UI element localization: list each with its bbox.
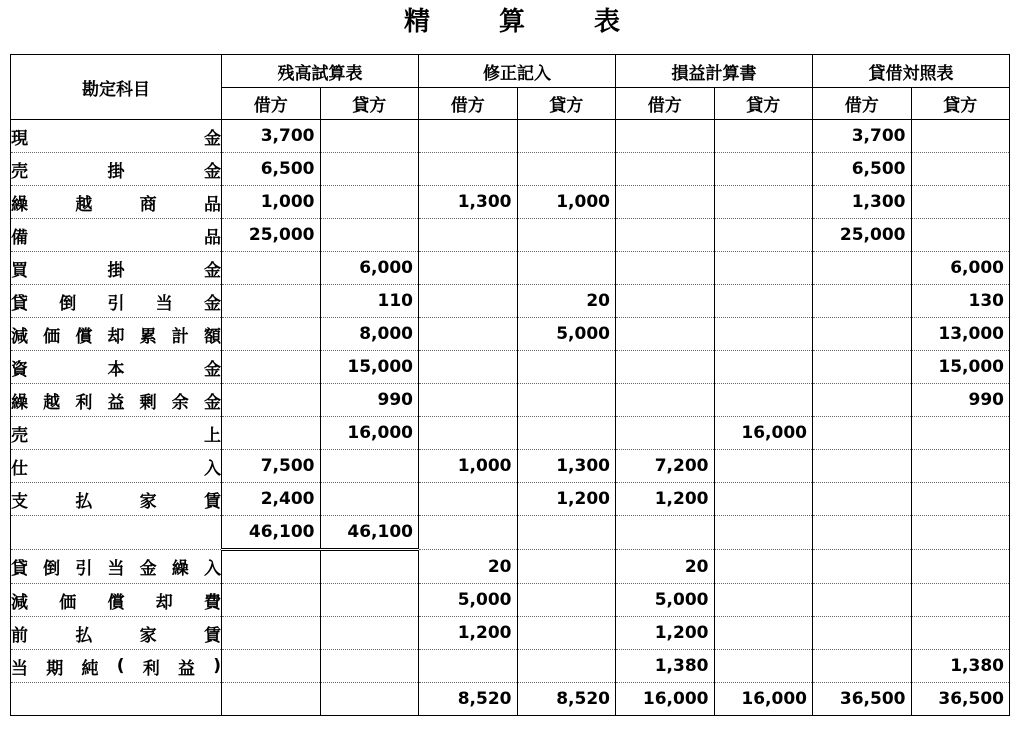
credit-amount-cell: 130 <box>911 285 1010 318</box>
credit-amount-cell: 15,000 <box>911 351 1010 384</box>
debit-amount-cell: 1,200 <box>419 617 518 650</box>
account-name-cell <box>11 153 222 186</box>
debit-amount-cell <box>813 450 912 483</box>
debit-amount-cell <box>419 650 518 683</box>
credit-amount-cell <box>714 483 813 516</box>
credit-amount-cell <box>320 153 419 186</box>
table-row <box>11 417 1010 450</box>
debit-amount-cell <box>616 384 715 417</box>
debit-header: 借方 <box>813 88 912 120</box>
credit-amount-cell <box>320 186 419 219</box>
credit-amount-cell <box>320 483 419 516</box>
account-name: 繰 越 利 益 剰 余 金 <box>11 392 221 413</box>
debit-amount-cell <box>616 318 715 351</box>
credit-amount-cell <box>517 351 616 384</box>
credit-amount-cell <box>911 516 1010 550</box>
credit-amount-cell <box>714 584 813 617</box>
debit-amount-cell: 1,000 <box>419 450 518 483</box>
debit-amount-cell <box>419 483 518 516</box>
debit-amount-cell <box>222 584 321 617</box>
debit-amount-cell: 2,400 <box>222 483 321 516</box>
credit-amount-cell <box>320 450 419 483</box>
trial-balance-header: 残高試算表 <box>222 55 419 88</box>
credit-header: 貸方 <box>911 88 1010 120</box>
account-header: 勘定科目 <box>11 55 222 120</box>
debit-amount-cell: 25,000 <box>222 219 321 252</box>
table-row <box>11 450 1010 483</box>
account-name: 前 払 家 賃 <box>11 625 221 646</box>
table-row <box>11 120 1010 153</box>
account-name-cell <box>11 617 222 650</box>
debit-amount-cell: 7,200 <box>616 450 715 483</box>
credit-amount-cell <box>714 120 813 153</box>
credit-amount-cell: 16,000 <box>714 417 813 450</box>
credit-amount-cell <box>320 683 419 716</box>
debit-header: 借方 <box>222 88 321 120</box>
debit-amount-cell <box>222 650 321 683</box>
credit-amount-cell <box>320 550 419 584</box>
credit-amount-cell: 5,000 <box>517 318 616 351</box>
balance-sheet-header: 貸借対照表 <box>813 55 1010 88</box>
debit-amount-cell <box>813 285 912 318</box>
debit-amount-cell <box>813 650 912 683</box>
credit-amount-cell <box>517 550 616 584</box>
credit-amount-cell <box>714 550 813 584</box>
debit-header: 借方 <box>616 88 715 120</box>
credit-amount-cell <box>517 120 616 153</box>
debit-amount-cell: 1,300 <box>419 186 518 219</box>
debit-amount-cell <box>813 617 912 650</box>
account-name-cell <box>11 417 222 450</box>
credit-amount-cell <box>911 483 1010 516</box>
credit-amount-cell: 1,000 <box>517 186 616 219</box>
credit-amount-cell <box>714 617 813 650</box>
credit-amount-cell <box>517 219 616 252</box>
credit-amount-cell <box>714 153 813 186</box>
account-name: 減 価 償 却 累 計 額 <box>11 326 221 347</box>
debit-amount-cell <box>419 153 518 186</box>
debit-amount-cell <box>222 252 321 285</box>
debit-amount-cell: 5,000 <box>419 584 518 617</box>
account-name-cell <box>11 384 222 417</box>
debit-amount-cell <box>616 219 715 252</box>
credit-amount-cell: 13,000 <box>911 318 1010 351</box>
debit-amount-cell <box>813 417 912 450</box>
credit-amount-cell <box>714 650 813 683</box>
credit-amount-cell <box>714 252 813 285</box>
credit-amount-cell: 6,000 <box>911 252 1010 285</box>
debit-amount-cell: 25,000 <box>813 219 912 252</box>
table-row <box>11 483 1010 516</box>
debit-amount-cell: 20 <box>419 550 518 584</box>
debit-amount-cell <box>616 186 715 219</box>
credit-amount-cell <box>714 285 813 318</box>
credit-amount-cell <box>320 120 419 153</box>
debit-amount-cell: 1,300 <box>813 186 912 219</box>
credit-amount-cell <box>911 617 1010 650</box>
credit-amount-cell: 8,000 <box>320 318 419 351</box>
account-name-cell <box>11 285 222 318</box>
adjustments-header: 修正記入 <box>419 55 616 88</box>
credit-amount-cell: 20 <box>517 285 616 318</box>
credit-amount-cell <box>714 450 813 483</box>
credit-amount-cell <box>911 450 1010 483</box>
table-row <box>11 252 1010 285</box>
debit-amount-cell <box>813 516 912 550</box>
credit-amount-cell <box>911 417 1010 450</box>
credit-amount-cell: 1,380 <box>911 650 1010 683</box>
debit-amount-cell <box>616 120 715 153</box>
credit-amount-cell <box>517 252 616 285</box>
debit-amount-cell: 6,500 <box>813 153 912 186</box>
credit-amount-cell <box>714 186 813 219</box>
debit-amount-cell <box>419 120 518 153</box>
credit-amount-cell: 110 <box>320 285 419 318</box>
debit-amount-cell <box>813 384 912 417</box>
credit-amount-cell <box>517 516 616 550</box>
account-name-cell <box>11 550 222 584</box>
debit-amount-cell <box>419 384 518 417</box>
table-row <box>11 351 1010 384</box>
debit-amount-cell <box>419 516 518 550</box>
debit-amount-cell <box>616 516 715 550</box>
debit-amount-cell <box>222 417 321 450</box>
debit-amount-cell: 8,520 <box>419 683 518 716</box>
account-name: 貸 倒 引 当 金 繰 入 <box>11 559 221 579</box>
credit-amount-cell <box>517 584 616 617</box>
debit-header: 借方 <box>419 88 518 120</box>
account-name-cell <box>11 584 222 617</box>
credit-amount-cell <box>517 650 616 683</box>
credit-amount-cell: 16,000 <box>714 683 813 716</box>
account-name: 減 価 償 却 費 <box>11 592 221 613</box>
credit-amount-cell: 46,100 <box>320 516 419 550</box>
debit-amount-cell: 1,000 <box>222 186 321 219</box>
debit-amount-cell <box>813 318 912 351</box>
credit-header: 貸方 <box>517 88 616 120</box>
credit-header: 貸方 <box>320 88 419 120</box>
account-name: 資 本 金 <box>11 359 221 380</box>
table-row <box>11 318 1010 351</box>
account-name-cell <box>11 351 222 384</box>
debit-amount-cell <box>616 285 715 318</box>
credit-amount-cell <box>911 550 1010 584</box>
credit-amount-cell <box>320 219 419 252</box>
account-name: 仕 入 <box>11 458 221 479</box>
credit-amount-cell: 990 <box>320 384 419 417</box>
account-name-cell <box>11 516 222 550</box>
table-row <box>11 650 1010 683</box>
credit-amount-cell <box>517 417 616 450</box>
credit-amount-cell <box>911 219 1010 252</box>
credit-amount-cell: 1,200 <box>517 483 616 516</box>
credit-amount-cell <box>911 120 1010 153</box>
credit-amount-cell <box>714 219 813 252</box>
debit-amount-cell: 1,200 <box>616 617 715 650</box>
account-name: 備 品 <box>11 227 221 248</box>
debit-amount-cell <box>419 318 518 351</box>
credit-amount-cell: 1,300 <box>517 450 616 483</box>
table-row <box>11 219 1010 252</box>
table-row <box>11 584 1010 617</box>
debit-amount-cell <box>419 417 518 450</box>
account-name-cell <box>11 252 222 285</box>
credit-amount-cell: 15,000 <box>320 351 419 384</box>
credit-amount-cell: 990 <box>911 384 1010 417</box>
debit-amount-cell: 6,500 <box>222 153 321 186</box>
debit-amount-cell <box>616 417 715 450</box>
debit-amount-cell <box>616 252 715 285</box>
account-name-cell <box>11 318 222 351</box>
debit-amount-cell <box>222 384 321 417</box>
credit-amount-cell <box>714 318 813 351</box>
account-name: 当 期 純 ( 利 益 ) <box>11 656 221 679</box>
credit-amount-cell <box>517 384 616 417</box>
credit-amount-cell: 16,000 <box>320 417 419 450</box>
debit-amount-cell: 3,700 <box>813 120 912 153</box>
credit-header: 貸方 <box>714 88 813 120</box>
table-row <box>11 683 1010 716</box>
debit-amount-cell <box>222 285 321 318</box>
debit-amount-cell <box>222 550 321 584</box>
credit-amount-cell <box>320 650 419 683</box>
credit-amount-cell <box>517 617 616 650</box>
account-name-cell <box>11 450 222 483</box>
debit-amount-cell: 3,700 <box>222 120 321 153</box>
debit-amount-cell <box>616 153 715 186</box>
debit-amount-cell: 20 <box>616 550 715 584</box>
account-name: 売 掛 金 <box>11 161 221 182</box>
credit-amount-cell <box>320 584 419 617</box>
debit-amount-cell <box>813 584 912 617</box>
debit-amount-cell: 36,500 <box>813 683 912 716</box>
debit-amount-cell <box>222 617 321 650</box>
account-name: 繰 越 商 品 <box>11 194 221 215</box>
table-row <box>11 550 1010 584</box>
account-name: 支 払 家 賃 <box>11 491 221 512</box>
credit-amount-cell <box>911 153 1010 186</box>
credit-amount-cell <box>911 584 1010 617</box>
debit-amount-cell: 7,500 <box>222 450 321 483</box>
debit-amount-cell <box>222 318 321 351</box>
debit-amount-cell <box>419 285 518 318</box>
worksheet-table <box>10 54 1010 716</box>
account-name-cell <box>11 483 222 516</box>
debit-amount-cell <box>419 351 518 384</box>
table-row <box>11 186 1010 219</box>
debit-amount-cell: 5,000 <box>616 584 715 617</box>
debit-amount-cell: 16,000 <box>616 683 715 716</box>
table-row <box>11 384 1010 417</box>
debit-amount-cell <box>222 683 321 716</box>
account-name-cell <box>11 186 222 219</box>
debit-amount-cell <box>419 219 518 252</box>
account-name: 貸 倒 引 当 金 <box>11 293 221 314</box>
credit-amount-cell <box>714 351 813 384</box>
debit-amount-cell: 46,100 <box>222 516 321 550</box>
table-row <box>11 516 1010 550</box>
account-name-cell <box>11 219 222 252</box>
debit-amount-cell <box>813 252 912 285</box>
credit-amount-cell <box>320 617 419 650</box>
debit-amount-cell: 1,380 <box>616 650 715 683</box>
credit-amount-cell: 36,500 <box>911 683 1010 716</box>
credit-amount-cell: 8,520 <box>517 683 616 716</box>
table-row <box>11 153 1010 186</box>
account-name: 買 掛 金 <box>11 260 221 281</box>
debit-amount-cell <box>813 483 912 516</box>
credit-amount-cell <box>517 153 616 186</box>
credit-amount-cell: 6,000 <box>320 252 419 285</box>
table-row <box>11 617 1010 650</box>
account-name: 売 上 <box>11 425 221 446</box>
debit-amount-cell <box>419 252 518 285</box>
worksheet-title: 精 算 表 <box>403 7 651 37</box>
debit-amount-cell <box>813 550 912 584</box>
debit-amount-cell <box>616 351 715 384</box>
debit-amount-cell <box>222 351 321 384</box>
debit-amount-cell: 1,200 <box>616 483 715 516</box>
account-name-cell <box>11 120 222 153</box>
credit-amount-cell <box>911 186 1010 219</box>
income-statement-header: 損益計算書 <box>616 55 813 88</box>
account-name-cell <box>11 683 222 716</box>
account-name-cell <box>11 650 222 683</box>
debit-amount-cell <box>813 351 912 384</box>
credit-amount-cell <box>714 384 813 417</box>
account-name: 現 金 <box>11 128 221 149</box>
credit-amount-cell <box>714 516 813 550</box>
table-row <box>11 285 1010 318</box>
